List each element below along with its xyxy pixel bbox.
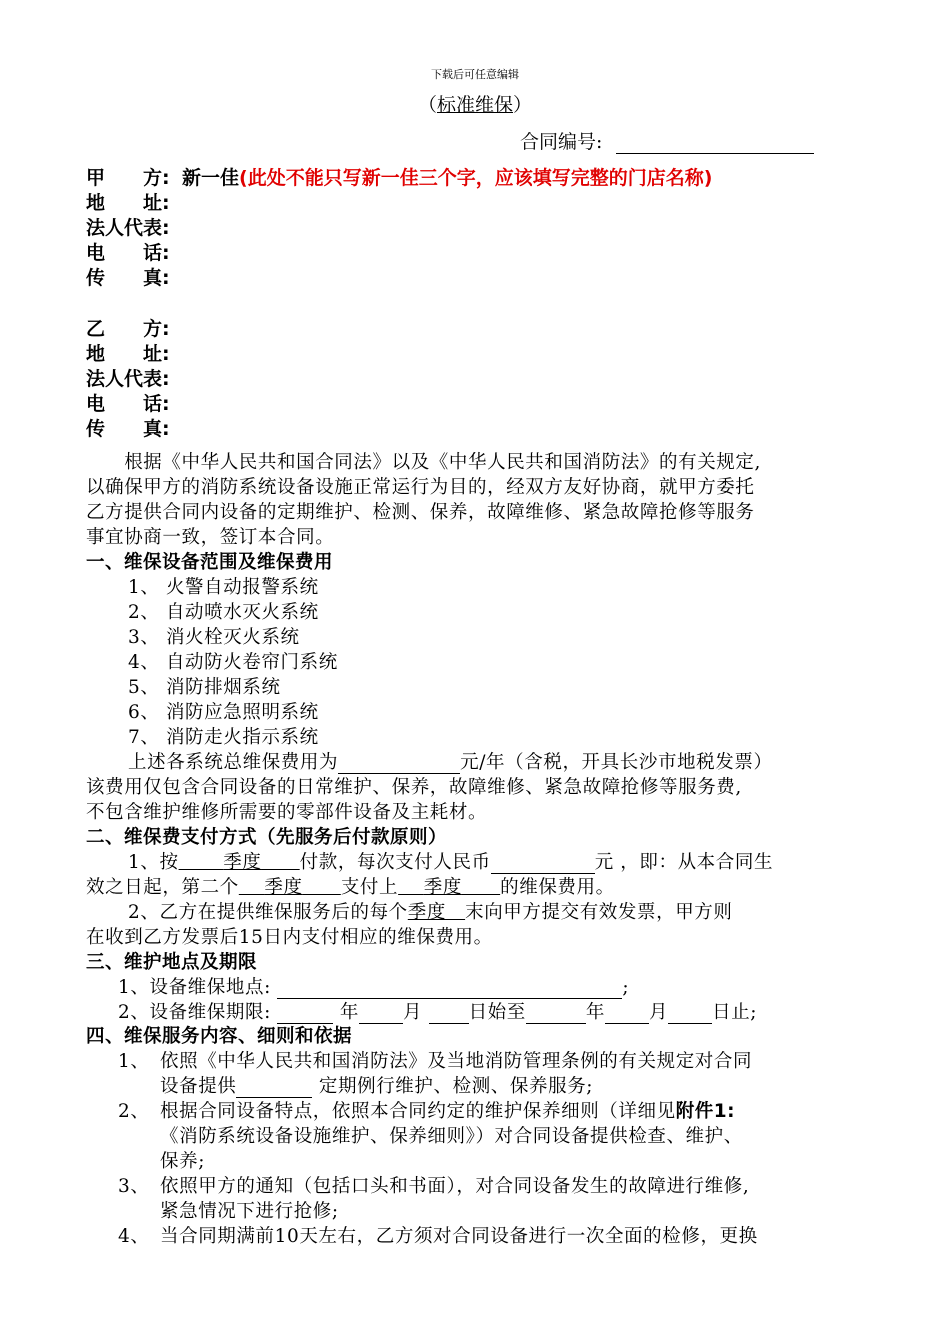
start-year-blank[interactable] xyxy=(277,1004,333,1024)
party-a-address-label: 地 址: xyxy=(86,192,170,214)
header-note: 下载后可任意编辑 xyxy=(431,68,519,81)
end-day-label: 日止; xyxy=(712,1002,758,1023)
fee-suffix: 元/年（含税，开具长沙市地税发票） xyxy=(460,752,773,773)
payment-3-season-text: 季度 xyxy=(407,902,446,923)
party-b-name-row xyxy=(86,314,182,341)
section-2-heading: 二、维保费支付方式（先服务后付款原则） xyxy=(86,827,448,848)
service-item-3-num: 3、 xyxy=(118,1176,150,1197)
payment-line-3 xyxy=(128,898,733,924)
payment-3-season[interactable] xyxy=(408,902,465,923)
party-b-phone-row xyxy=(86,389,182,416)
service-type-blank[interactable] xyxy=(236,1078,312,1098)
payment-2-season-1[interactable] xyxy=(239,877,341,898)
appendix-reference: 附件1: xyxy=(675,1101,735,1122)
payment-amount-blank[interactable] xyxy=(491,854,595,874)
service-item-1-line-2 xyxy=(160,1072,593,1098)
party-a-phone-row xyxy=(86,238,182,265)
party-a-name-value: 新一佳 xyxy=(182,167,240,189)
party-b-phone-label: 电 话: xyxy=(86,393,170,415)
party-b-name-label: 乙 方: xyxy=(86,318,170,340)
fee-line-3: 不包含维护维修所需要的零部件设备及主耗材。 xyxy=(86,802,488,823)
fee-amount-blank[interactable] xyxy=(338,754,460,774)
payment-2-season-1-text: 季度 xyxy=(264,877,303,898)
period-label: 2、设备维保期限: xyxy=(118,1002,271,1023)
service-item-2-line-3: 保养; xyxy=(160,1151,206,1172)
intro-line-1: 根据《中华人民共和国合同法》以及《中华人民共和国消防法》的有关规定, xyxy=(86,452,761,473)
payment-line-1 xyxy=(128,848,773,874)
contract-number xyxy=(520,127,814,154)
contract-number-label: 合同编号: xyxy=(520,131,603,153)
location-blank[interactable] xyxy=(277,979,622,999)
section-1-item: 6、 消防应急照明系统 xyxy=(128,702,319,723)
party-a-name-note: (此处不能只写新一佳三个字，应该填写完整的门店名称) xyxy=(239,167,713,189)
payment-1-season-text: 季度 xyxy=(223,852,262,873)
payment-2-b: 支付上 xyxy=(340,877,399,898)
fee-prefix: 上述各系统总维保费用为 xyxy=(128,752,339,773)
party-b-address-label: 地 址: xyxy=(86,343,170,365)
payment-3-a: 2、乙方在提供维保服务后的每个 xyxy=(128,902,408,923)
start-day-blank[interactable] xyxy=(429,1004,469,1024)
section-1-item: 7、 消防走火指示系统 xyxy=(128,727,319,748)
party-a-fax-row xyxy=(86,263,182,290)
section-1-item: 4、 自动防火卷帘门系统 xyxy=(128,652,338,673)
section-1-item: 2、 自动喷水灭火系统 xyxy=(128,602,319,623)
section-1-item: 3、 消火栓灭火系统 xyxy=(128,627,300,648)
service-item-2-line-2: 《消防系统设备设施维护、保养细则》）对合同设备提供检查、维护、 xyxy=(160,1126,743,1147)
period-line xyxy=(118,998,757,1024)
service-item-1-line-2-b: 定期例行维护、检测、保养服务; xyxy=(318,1076,594,1097)
contract-number-blank[interactable] xyxy=(616,133,814,154)
payment-2-a: 效之日起，第二个 xyxy=(86,877,239,898)
end-day-blank[interactable] xyxy=(668,1004,712,1024)
service-item-1-line-2-a: 设备提供 xyxy=(160,1076,237,1097)
party-b-rep-label: 法人代表: xyxy=(86,368,170,390)
payment-1-season[interactable] xyxy=(179,852,300,873)
service-item-4-line-1: 当合同期满前10天左右，乙方须对合同设备进行一次全面的检修，更换 xyxy=(160,1226,758,1247)
intro-line-2: 以确保甲方的消防系统设备设施正常运行为目的，经双方友好协商，就甲方委托 xyxy=(86,477,755,498)
section-4-heading: 四、维保服务内容、细则和依据 xyxy=(86,1026,353,1047)
party-a-rep-row xyxy=(86,213,182,240)
document-title xyxy=(0,90,950,117)
payment-1-c: 元 ，即：从本合同生 xyxy=(594,852,774,873)
party-a-address-row xyxy=(86,188,182,215)
intro-line-3: 乙方提供合同内设备的定期维护、检测、保养，故障维修、紧急故障抢修等服务 xyxy=(86,502,755,523)
party-b-rep-row xyxy=(86,364,182,391)
location-label: 1、设备维保地点: xyxy=(118,977,271,998)
party-a-rep-label: 法人代表: xyxy=(86,217,170,239)
intro-line-4: 事宜协商一致，签订本合同。 xyxy=(86,527,335,548)
payment-3-b: 末向甲方提交有效发票，甲方则 xyxy=(465,902,733,923)
service-item-2-line-1 xyxy=(160,1097,735,1123)
start-month-label: 月 xyxy=(402,1002,423,1023)
payment-1-a: 1、按 xyxy=(128,852,179,873)
service-item-4-num: 4、 xyxy=(118,1226,150,1247)
start-day-label: 日始至 xyxy=(468,1002,526,1023)
service-item-3-line-2: 紧急情况下进行抢修; xyxy=(160,1201,339,1222)
end-month-label: 月 xyxy=(649,1002,669,1023)
service-item-2-num: 2、 xyxy=(118,1101,150,1122)
section-1-item: 1、 火警自动报警系统 xyxy=(128,577,319,598)
party-b-address-row xyxy=(86,339,182,366)
fee-line-1 xyxy=(128,748,773,774)
end-year-label: 年 xyxy=(585,1002,605,1023)
location-end: ; xyxy=(622,977,630,998)
party-a-fax-label: 传 真: xyxy=(86,267,170,289)
end-year-blank[interactable] xyxy=(526,1004,586,1024)
party-a-name-label: 甲 方: xyxy=(86,167,170,189)
payment-2-c: 的维保费用。 xyxy=(500,877,615,898)
end-month-blank[interactable] xyxy=(605,1004,649,1024)
payment-line-4: 在收到乙方发票后15日内支付相应的维保费用。 xyxy=(86,927,493,948)
location-line xyxy=(118,973,629,999)
party-b-fax-label: 传 真: xyxy=(86,418,170,440)
service-item-2-line-1-a: 根据合同设备特点，依照本合同约定的维护保养细则（详细见 xyxy=(160,1101,676,1122)
payment-1-b: 付款，每次支付人民币 xyxy=(299,852,491,873)
start-month-blank[interactable] xyxy=(359,1004,403,1024)
party-b-fax-row xyxy=(86,414,182,441)
section-3-heading: 三、维护地点及期限 xyxy=(86,952,258,973)
party-a-name-row xyxy=(86,163,712,190)
payment-line-2 xyxy=(86,873,615,899)
section-1-item: 5、 消防排烟系统 xyxy=(128,677,281,698)
service-item-1-num: 1、 xyxy=(118,1051,150,1072)
party-a-phone-label: 电 话: xyxy=(86,242,170,264)
service-item-3-line-1: 依照甲方的通知（包括口头和书面），对合同设备发生的故障进行维修, xyxy=(160,1176,750,1197)
title-text: 标准维保 xyxy=(436,94,513,116)
fee-line-2: 该费用仅包含合同设备的日常维护、保养，故障维修、紧急故障抢修等服务费, xyxy=(86,777,742,798)
start-year-label: 年 xyxy=(339,1002,359,1023)
section-1-heading: 一、维保设备范围及维保费用 xyxy=(86,552,334,573)
title-open-paren: （ xyxy=(417,94,437,116)
payment-2-season-2-text: 季度 xyxy=(423,877,462,898)
payment-2-season-2[interactable] xyxy=(398,877,500,898)
service-item-1-line-1: 依照《中华人民共和国消防法》及当地消防管理条例的有关规定对合同 xyxy=(160,1051,753,1072)
title-close-paren: ） xyxy=(513,94,533,116)
